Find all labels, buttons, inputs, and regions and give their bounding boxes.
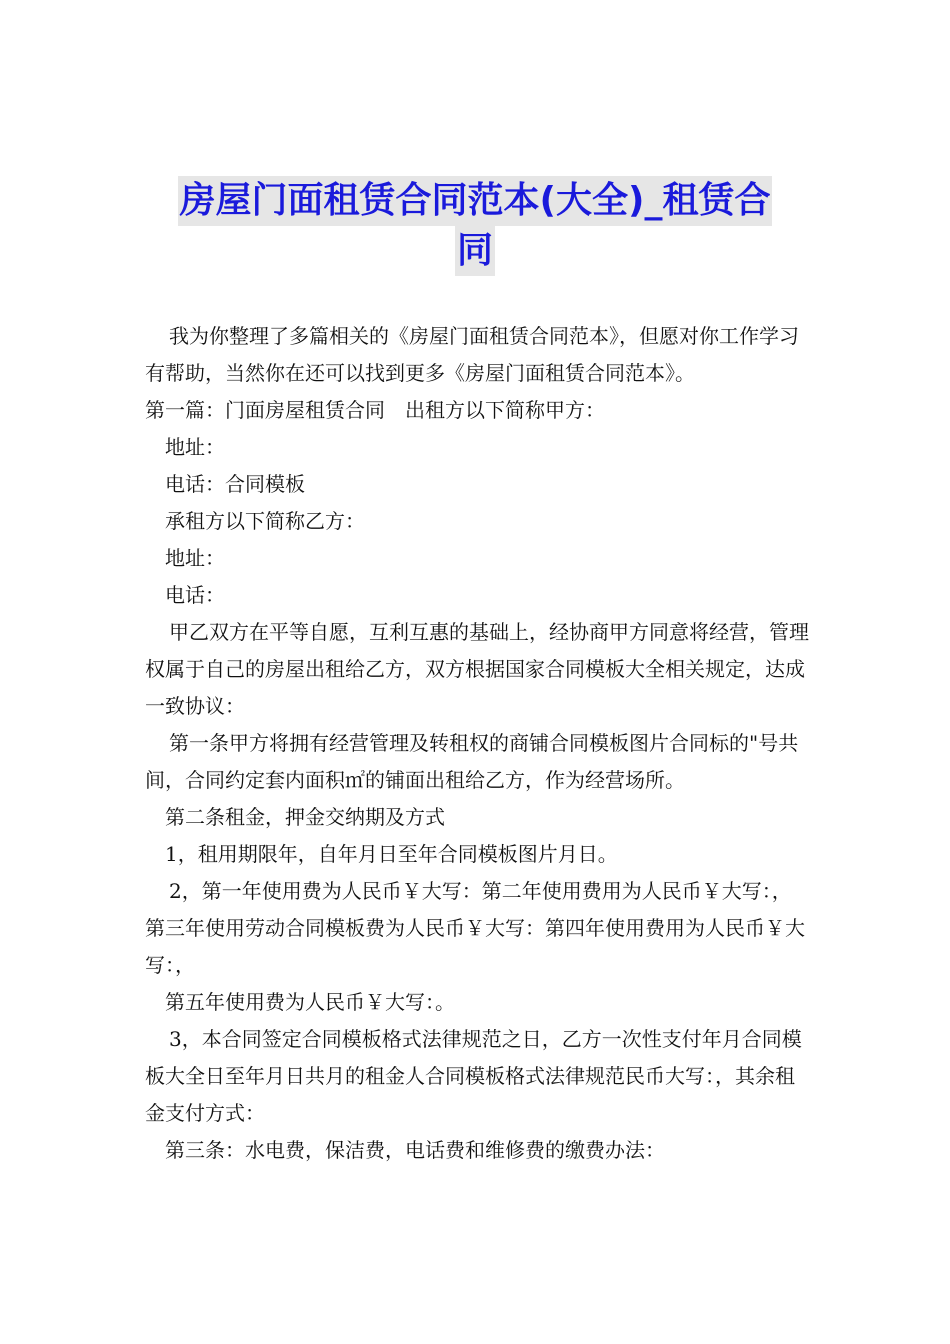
agreement-paragraph: 甲乙双方在平等自愿，互利互惠的基础上，经协商甲方同意将经营，管理权属于自己的房屋出租给乙方，双方根据国家合同模板大全相关规定，达成一致协议： [145, 620, 809, 718]
title-line-2: 同 [455, 226, 495, 276]
clause-2-2: 2，第一年使用费为人民币￥大写：第二年使用费用为人民币￥大写：，第三年使用劳动合同模板费为人民币￥大写：第四年使用费用为人民币￥大写：， [145, 879, 805, 977]
article-1: 第一条甲方将拥有经营管理及转租权的商铺合同模板图片合同标的"号共间，合同约定套内面积㎡的铺面出租给乙方，作为经营场所。 [145, 731, 799, 792]
intro-paragraph: 我为你整理了多篇相关的《房屋门面租赁合同范本》，但愿对你工作学习有帮助，当然你在还可以找到更多《房屋门面租赁合同范本》。 [145, 324, 799, 385]
lessee-phone: 电话： [165, 583, 225, 607]
lessor-address: 地址： [165, 435, 225, 459]
lessee-heading: 承租方以下简称乙方： [165, 509, 365, 533]
document-body [145, 318, 810, 1169]
lessor-phone: 电话：合同模板 [165, 472, 305, 496]
title-line-1: 房屋门面租赁合同范本(大全)_租赁合 [178, 176, 773, 226]
clause-2-3: 3，本合同签定合同模板格式法律规范之日，乙方一次性支付年月合同模板大全日至年月日共月的租金人合同模板格式法律规范民币大写：，其余租金支付方式： [145, 1027, 802, 1125]
article-2-heading: 第二条租金，押金交纳期及方式 [165, 805, 445, 829]
clause-2-1: 1，租用期限年，自年月日至年合同模板图片月日。 [165, 842, 618, 866]
section-heading-1: 第一篇：门面房屋租赁合同 出租方以下简称甲方： [145, 398, 605, 422]
lessee-address: 地址： [165, 546, 225, 570]
document-title [140, 176, 810, 276]
article-3-heading: 第三条：水电费，保洁费，电话费和维修费的缴费办法： [165, 1138, 665, 1162]
clause-2-2-cont: 第五年使用费为人民币￥大写：。 [165, 990, 455, 1014]
